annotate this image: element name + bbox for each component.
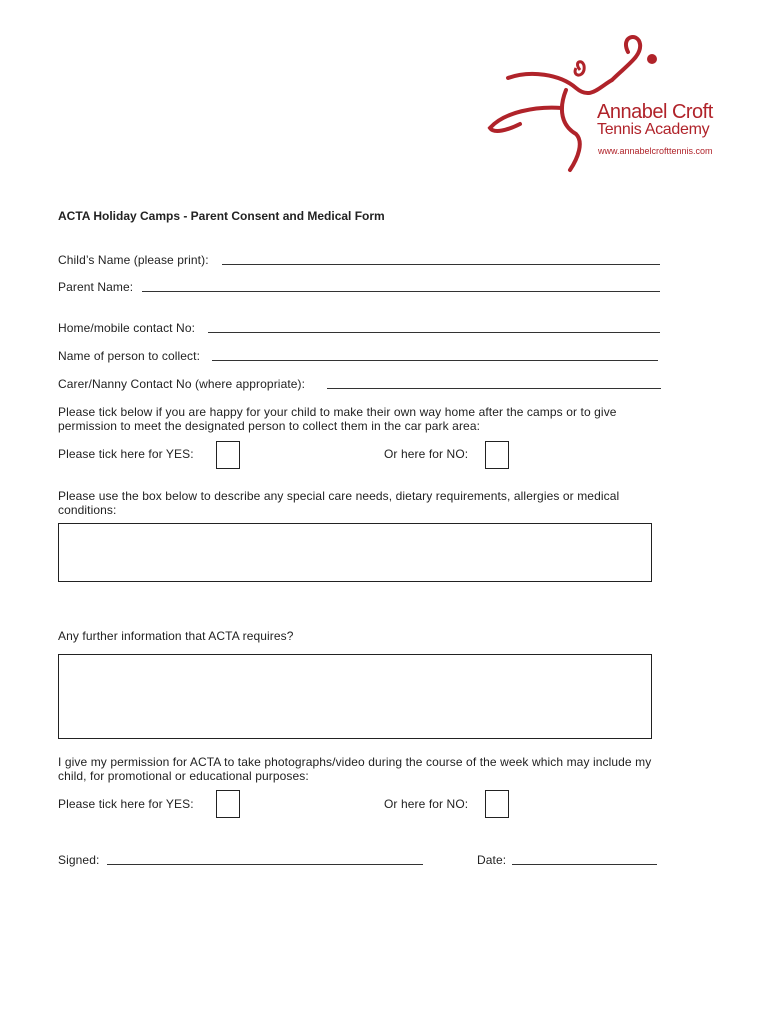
date-label: Date: — [477, 853, 507, 867]
parent-name-label: Parent Name: — [58, 280, 134, 294]
childs-name-label: Child’s Name (please print): — [58, 253, 209, 267]
logo-url: www.annabelcrofttennis.com — [598, 146, 713, 156]
home-contact-field[interactable] — [208, 332, 660, 333]
logo-subtitle: Tennis Academy — [597, 121, 710, 138]
tick-no-label: Or here for NO: — [384, 447, 469, 461]
yes-checkbox[interactable] — [216, 441, 240, 469]
tick-yes-label-2: Please tick here for YES: — [58, 797, 194, 811]
photo-yes-checkbox[interactable] — [216, 790, 240, 818]
signature-field[interactable] — [107, 864, 423, 865]
date-field[interactable] — [512, 864, 657, 865]
carer-contact-field[interactable] — [327, 388, 661, 389]
collect-person-field[interactable] — [212, 360, 658, 361]
home-contact-label: Home/mobile contact No: — [58, 321, 196, 335]
no-checkbox[interactable] — [485, 441, 509, 469]
childs-name-field[interactable] — [222, 264, 660, 265]
carer-contact-label: Carer/Nanny Contact No (where appropriate): — [58, 377, 306, 391]
photo-permission-text: I give my permission for ACTA to take photographs/video during the course of the week which may include my child, for promotional or educational purposes: — [58, 755, 652, 783]
special-needs-text: Please use the box below to describe any special care needs, dietary requirements, allergies or medical conditions: — [58, 489, 620, 517]
logo-name: Annabel Croft — [597, 101, 713, 123]
special-needs-textbox[interactable] — [58, 523, 652, 582]
further-info-textbox[interactable] — [58, 654, 652, 739]
form-title: ACTA Holiday Camps - Parent Consent and Medical Form — [58, 209, 385, 223]
parent-name-field[interactable] — [142, 291, 660, 292]
tick-yes-label: Please tick here for YES: — [58, 447, 194, 461]
photo-no-checkbox[interactable] — [485, 790, 509, 818]
own-way-home-text: Please tick below if you are happy for your child to make their own way home after the camps or to give permission to meet the designated person to collect them in the car park area: — [58, 405, 617, 433]
tick-no-label-2: Or here for NO: — [384, 797, 469, 811]
signed-label: Signed: — [58, 853, 100, 867]
further-info-label: Any further information that ACTA requires? — [58, 629, 294, 643]
collect-person-label: Name of person to collect: — [58, 349, 201, 363]
